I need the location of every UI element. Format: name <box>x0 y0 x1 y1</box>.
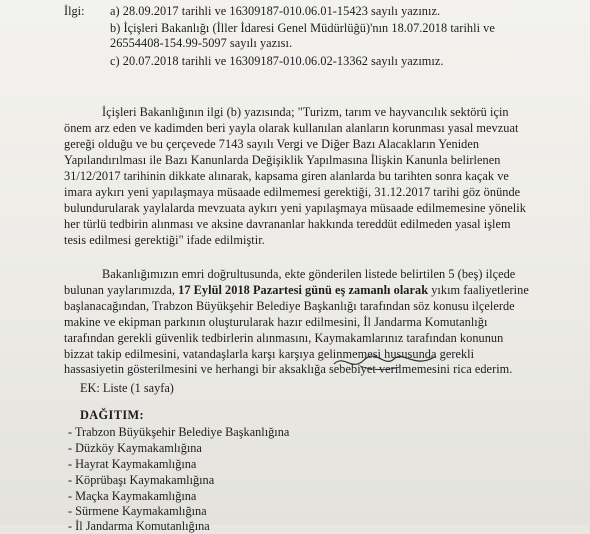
paragraph2-line: hassasiyetin gösterilmesini ve herhangi bir aksaklığa sebebiyet verilmemesini rica ederim. <box>64 362 513 376</box>
paragraph1-line: İçişleri Bakanlığının ilgi (b) yazısında; "Turizm, tarım ve hayvancılık sektörü için <box>102 105 509 119</box>
paragraph2-line: bizzat takip edilmesini, vatandaşlarla karşı karşıya gelinmemesi hususunda gerekli <box>64 347 475 361</box>
paragraph2-line: makine ve ekipman parkının oluşturularak hazır edilmesini, İl Jandarma Komutanlığı <box>64 315 488 329</box>
paragraph1-line: 31/12/2017 tarihinin dikkate alınarak, kapsama giren alanlarda bu tarihten sonra kaçak ve <box>64 169 509 183</box>
paragraph1-line: gereği olduğu ve bu çerçevede 7143 sayılı Vergi ve Diğer Bazı Alacakların Yeniden <box>64 137 480 151</box>
ilgi-line-c: c) 20.07.2018 tarihli ve 16309187-010.06.02-13362 sayılı yazımız. <box>110 54 444 68</box>
paragraph1-line: tesis edilmesi gerektiği" ifade edilmiştir. <box>64 233 265 247</box>
distribution-item: - Maçka Kaymakamlığına <box>68 489 197 503</box>
paragraph2-text: bulunan yaylarımızda, <box>64 283 179 297</box>
paragraph1-line: bulundurularak yaylalarda mevzuata aykırı yeni yapılaşmaya müsaade edilmemesine yönelik <box>64 201 526 215</box>
distribution-item: - Düzköy Kaymakamlığına <box>68 441 202 455</box>
attachment-note: EK: Liste (1 sayfa) <box>80 381 174 395</box>
ilgi-line-a: a) 28.09.2017 tarihli ve 16309187-010.06.01-15423 sayılı yazınız. <box>110 4 441 18</box>
paragraph2-line: tarafından gerekli güvenlik tedbirlerin alınmasını, Kaymakamlarınız tarafından konunun <box>64 331 504 345</box>
paragraph2-line-with-date <box>64 283 529 297</box>
paragraph2-line: başlanacağından, Trabzon Büyükşehir Belediye Başkanlığı tarafından söz konusu ilçelerde <box>64 299 515 313</box>
distribution-item: - Trabzon Büyükşehir Belediye Başkanlığına <box>68 425 290 439</box>
distribution-item: - İl Jandarma Komutanlığına <box>68 519 210 533</box>
ilgi-line-b: b) İçişleri Bakanlığı (İller İdaresi Genel Müdürlüğü)'nın 18.07.2018 tarihli ve <box>110 21 495 35</box>
paragraph1-line: her türlü tedbirin alınması ve aksine davrananlar hakkında tereddüt edilmeden yasal işlem <box>64 217 511 231</box>
distribution-title: DAĞITIM: <box>80 408 144 422</box>
paragraph1-line: Yapılandırılması ile Bazı Kanunlarda Değişiklik Yapılmasına İlişkin Kanunla belirlenen <box>64 153 501 167</box>
distribution-item: - Sürmene Kaymakamlığına <box>68 504 207 518</box>
paragraph2-line: Bakanlığımızın emri doğrultusunda, ekte gönderilen listede belirtilen 5 (beş) ilçede <box>102 267 516 281</box>
ilgi-line-b-cont: 26554408-154.99-5097 sayılı yazısı. <box>110 36 293 50</box>
paragraph1-line: önem arz eden ve kadimden beri yayla olarak kullanılan alanların korunması yasal mevzuat <box>64 121 519 135</box>
paragraph1-line: imara aykırı yeni yapılaşmaya müsaade edilmemesi gerektiği, 31.12.2017 tarihi göz önünde <box>64 185 521 199</box>
paragraph2-text: yıkım faaliyetlerine <box>428 283 529 297</box>
distribution-item: - Köprübaşı Kaymakamlığına <box>68 473 215 487</box>
distribution-item: - Hayrat Kaymakamlığına <box>68 457 197 471</box>
ilgi-label: İlgi: <box>64 4 85 18</box>
signature-mark <box>330 350 440 374</box>
demolition-date-highlight: 17 Eylül 2018 Pazartesi günü eş zamanlı olarak <box>178 283 429 297</box>
